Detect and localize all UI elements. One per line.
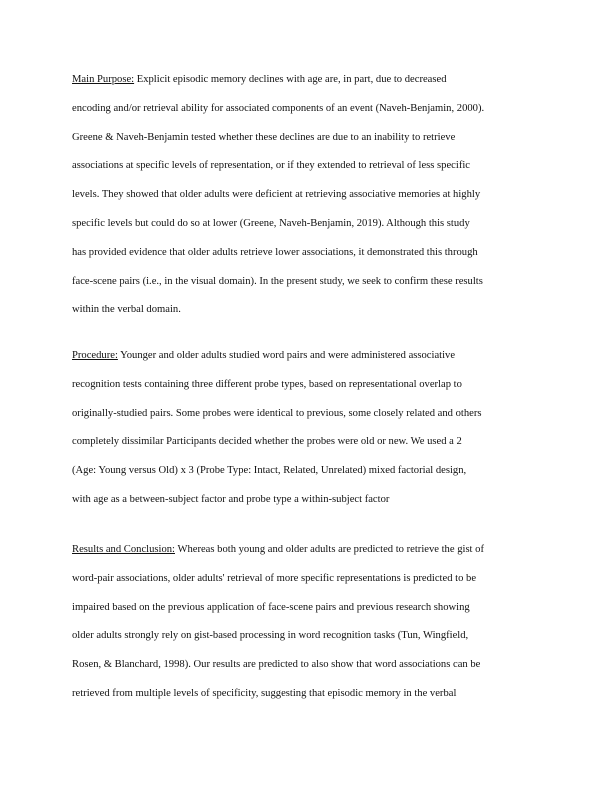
paragraph-line: specific levels but could do so at lower (Greene, Naveh-Benjamin, 2019). Although this study	[72, 217, 470, 229]
paragraph-line: Greene & Naveh-Benjamin tested whether these declines are due to an inability to retrieve	[72, 131, 456, 143]
paragraph-line	[72, 66, 542, 95]
paragraph-line: older adults strongly rely on gist-based processing in word recognition tasks (Tun, Wingfield,	[72, 630, 469, 642]
paragraph-line: with age as a between-subject factor and probe type a within-subject factor	[72, 493, 390, 505]
paragraph-line: associations at specific levels of representation, or if they extended to retrieval of less specific	[72, 160, 471, 172]
paragraph-line: completely dissimilar Participants decided whether the probes were old or new. We used a 2	[72, 436, 462, 448]
paragraph-line: encoding and/or retrieval ability for associated components of an event (Naveh-Benjamin, 2000).	[72, 102, 485, 114]
section-heading: Procedure:	[72, 350, 118, 361]
line-text: Younger and older adults studied word pairs and were administered associative	[117, 350, 456, 361]
paragraph-line: word-pair associations, older adults' retrieval of more specific representations is predicted to be	[72, 572, 477, 584]
results-conclusion-section	[72, 536, 542, 709]
paragraph-line: levels. They showed that older adults were deficient at retrieving associative memories at highly	[72, 189, 481, 201]
paragraph-line: face-scene pairs (i.e., in the visual domain). In the present study, we seek to confirm these results	[72, 275, 483, 287]
paragraph-line: originally-studied pairs. Some probes were identical to previous, some closely related and others	[72, 407, 482, 419]
paragraph-line: (Age: Young versus Old) x 3 (Probe Type: Intact, Related, Unrelated) mixed factorial design,	[72, 465, 467, 477]
paragraph-line: retrieved from multiple levels of specificity, suggesting that episodic memory in the verbal	[72, 687, 457, 699]
line-text: Whereas both young and older adults are predicted to retrieve the gist of	[175, 544, 484, 555]
paragraph-line: within the verbal domain.	[72, 304, 181, 316]
main-purpose-section	[72, 66, 542, 325]
paragraph-line: Rosen, & Blanchard, 1998). Our results are predicted to also show that word associations can be	[72, 659, 481, 671]
procedure-section	[72, 342, 542, 515]
paragraph-line: recognition tests containing three different probe types, based on representational overlap to	[72, 378, 462, 390]
paragraph-line	[72, 342, 542, 371]
section-heading: Results and Conclusion:	[72, 544, 175, 555]
paragraph-line	[72, 536, 542, 565]
paragraph-line: impaired based on the previous application of face-scene pairs and previous research showing	[72, 601, 470, 613]
paragraph-line: has provided evidence that older adults retrieve lower associations, it demonstrated this through	[72, 246, 478, 258]
section-heading: Main Purpose:	[72, 74, 135, 85]
line-text: Explicit episodic memory declines with age are, in part, due to decreased	[134, 74, 447, 85]
